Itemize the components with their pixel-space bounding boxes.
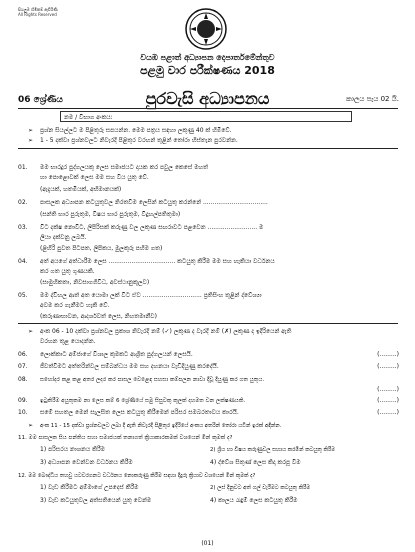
instruction-1: ප්‍රශ්න සියල්ලට ම පිළිතුරු සපයන්න. මෙම පත්‍රය සඳහා ලකුණු 40 ක් හිමිවේ. bbox=[40, 127, 232, 134]
option-text[interactable]: 2) ලස් දිනුවට අත් ගල් වැරීමට කටයුතු කිරීම bbox=[210, 485, 311, 491]
statement-text: ඉටුකිරීම අයුතුකම නා ලෙස කම් 6 ශ්‍රේණියේ සමු සිසුවකු කුලක් දහමත වන ලක්ෂණයකි. bbox=[40, 398, 246, 404]
instruction-2: 1 - 5 දක්වා ප්‍රශ්නවලට නිවැරදි පිළිතුර වරහන් තුළින් තෝරා හිස්තැන පුරවන්න. bbox=[40, 137, 238, 144]
question-text: කර ගත යුතු ගුණයකි. bbox=[40, 268, 95, 275]
bullet-icon: ➢ bbox=[28, 137, 34, 144]
question-options: (සාමුහිකතා, නිවසාගගිවිධ, අවස්ථානුකූලව) bbox=[40, 279, 150, 286]
option-text[interactable]: 1) වැඩ කිරීමට අම්මාගේ උපදෙස් කිරීම bbox=[40, 484, 139, 491]
question-text: ලියා දක්වනු ලබයි. bbox=[40, 234, 87, 241]
statement-text: ලොක්කාට අම්ජාගේ විශාල කුමකට ආශ්‍රිත පුද්ගලයන් ලෙසයි. bbox=[40, 351, 193, 358]
question-options: (කරුණාභාවන, ආදර්ශවත් ලෙස, නිහතමානීව) bbox=[40, 313, 157, 320]
section2-instruction-cont: වරහන තුළ යොදන්න. bbox=[40, 338, 96, 345]
question-number: 05. bbox=[18, 292, 28, 299]
statement-text: සමේ සහතල මෙන් සැලසිත ලෙස කටයුතු කිරීමෙන් පරිසර සමබරතාවය කාරයි. bbox=[40, 409, 239, 416]
option-text[interactable]: 1) පරිසරය නාශනය කිරීම bbox=[40, 446, 105, 453]
question-text: හා පොළොවක් ලෙස මම සහ වීය යුතු වේ. bbox=[40, 174, 149, 181]
rights-notice bbox=[18, 7, 58, 17]
time-allowed: කාලය පැය 02 යි. bbox=[346, 95, 399, 103]
question-options: (ළිහිරි පුවත පිටපත, ලිපිකය, මුලකුරු පහිම ගත) bbox=[40, 245, 163, 252]
bullet-icon: ➢ bbox=[28, 328, 34, 335]
rights-line-sinhala: සියලුම හිමිකම් ඇවිරිණි bbox=[18, 7, 58, 12]
department-name: වයඹ පළාත් අධ්‍යාපන දෙපාර්තමේන්තුව bbox=[140, 53, 275, 62]
section-divider bbox=[18, 323, 398, 324]
option-text[interactable]: 4) කාලය රැඳුම් ලෙස කටයුතු කිරීම bbox=[210, 497, 298, 504]
question-options: (සන්ති භාර පුරුතුම, විෂය භාර පුරුතුම, විදුහල්පතිතුමා) bbox=[40, 211, 181, 218]
question-number: 07. bbox=[18, 363, 28, 370]
question-text: පාසලක අධ්‍යාපන කටයුතුවල නිරතවීම ලෙසින් කටයුතු කරන්නේ .................................. bbox=[40, 199, 268, 206]
name-index-box[interactable]: නම / විභාග අංකය: bbox=[60, 111, 352, 122]
answer-bracket[interactable]: (.........) bbox=[377, 363, 399, 370]
question-number: 08. bbox=[18, 376, 28, 383]
instruction-divider bbox=[18, 148, 398, 149]
question-text: අවම කර ගැනීමට හැකි වේ. bbox=[40, 302, 110, 309]
provincial-emblem-icon bbox=[184, 7, 228, 51]
statement-text: ජීවත්වීමට අත්තරින්වල සම්බන්ධය මම සහ දහනයා වැඩිදියුණු කරදේයි. bbox=[40, 363, 219, 370]
header-divider bbox=[18, 108, 398, 109]
section3-instruction: අංක 11 - 15 දක්වා ප්‍රශ්නවලට ලබා දී ඇති නිවැරදි පිළිතුර ඉදිරියේ අංකය අතරින් තෝරා යටින් ඉරක් අඳින්න. bbox=[40, 423, 282, 429]
question-12: 12. මම බෞද්ධිය තහවු යටවරගනට වර්ධනය නොකරුණු කිරීම සඳහා දිදුරු ක්‍රියාව වශයෙන් මින් කුමක් ද? bbox=[18, 473, 256, 479]
subject-title: පුරවැසි අධ්‍යාපනය bbox=[145, 89, 270, 108]
question-options: (ඇදැයක්, හතමියක්, අභිමානයක්) bbox=[40, 186, 122, 193]
option-text[interactable]: 3) වැඩ කටයුතුවල අත්සතියෙන් යුතු වෙන්ම bbox=[40, 497, 152, 504]
rights-line-english: All Rights Reserved bbox=[18, 12, 57, 17]
question-number: 01. bbox=[18, 164, 28, 171]
question-number: 06. bbox=[18, 351, 28, 358]
question-number: 10. bbox=[18, 409, 28, 416]
exam-title: පළමු වාර පරීක්ෂණය 2018 bbox=[140, 64, 275, 77]
statement-text: සහෝදර කළ කළ අතර ලදර කර පාසල වෙළෙඳ සහසා කම්පලන නාවා දිවූ දියුණු කර ගත යුතුය. bbox=[40, 377, 265, 383]
bullet-icon: ➢ bbox=[28, 127, 34, 134]
answer-bracket[interactable]: (.........) bbox=[377, 386, 399, 393]
question-11: 11. මම පාසලක සිය පන්තිය සහා සමාජයක් තනාගත් ක්‍රියාකාරකමක් වශයෙන් මින් කුමක් ද? bbox=[18, 435, 233, 441]
question-number: 03. bbox=[18, 224, 28, 231]
question-number: 04. bbox=[18, 258, 28, 265]
question-text: අත් අයගේ අත්ධාරීම ලෙස ................................... කටයුතු කිරීම මම සහ හැකියා වර්ධනය bbox=[40, 258, 275, 265]
section2-instruction: අංක 06 - 10 දක්වා ප්‍රශ්නවල ප්‍රකාශ නිවැරදි නම් (✓) ලකුණ ද වැරදි නම් (✗) ලකුණ ද ඉදිරියෙන් ඇති bbox=[40, 328, 292, 335]
option-text[interactable]: 4) ද්වේශ සිතුණ් ලෙස කිදා කරපූ වීම bbox=[210, 459, 301, 466]
question-text: මම ද්විහල ආත් අත යොමා ලක් විට ඒව ............................... ප්‍රතිසිංහ තුළින් ද්වේශ්‍යා bbox=[40, 292, 262, 299]
question-number: 09. bbox=[18, 397, 28, 404]
answer-bracket[interactable]: (.........) bbox=[377, 351, 399, 358]
grade-label: 06 ශ්‍රේණිය bbox=[18, 95, 63, 105]
question-text: විට දක්ෂ නොවිට, ලිපිරිසක් කරුණු වල ලකුණ සඟරාවට පළවෙන .......................... ම bbox=[40, 224, 264, 231]
option-text[interactable]: 2) ශ්‍රිය හා විෂය කරුණුවල සහාය කරමින් කටයුතු කිරීම bbox=[210, 447, 335, 453]
page-number: (01) bbox=[201, 540, 214, 547]
option-text[interactable]: 3) අධ්‍යාපන වෙන්වන වර්ධනය කිරීම bbox=[40, 459, 133, 466]
answer-bracket[interactable]: (.........) bbox=[377, 409, 399, 416]
question-text: මම භාරදූර පුද්ගලයකු ලෙස සමාජයට දායක කර පවුල කෙසේ මහත් bbox=[40, 164, 209, 171]
bullet-icon: ➢ bbox=[28, 422, 34, 429]
question-number: 02. bbox=[18, 199, 28, 206]
answer-bracket[interactable]: (.........) bbox=[377, 397, 399, 404]
